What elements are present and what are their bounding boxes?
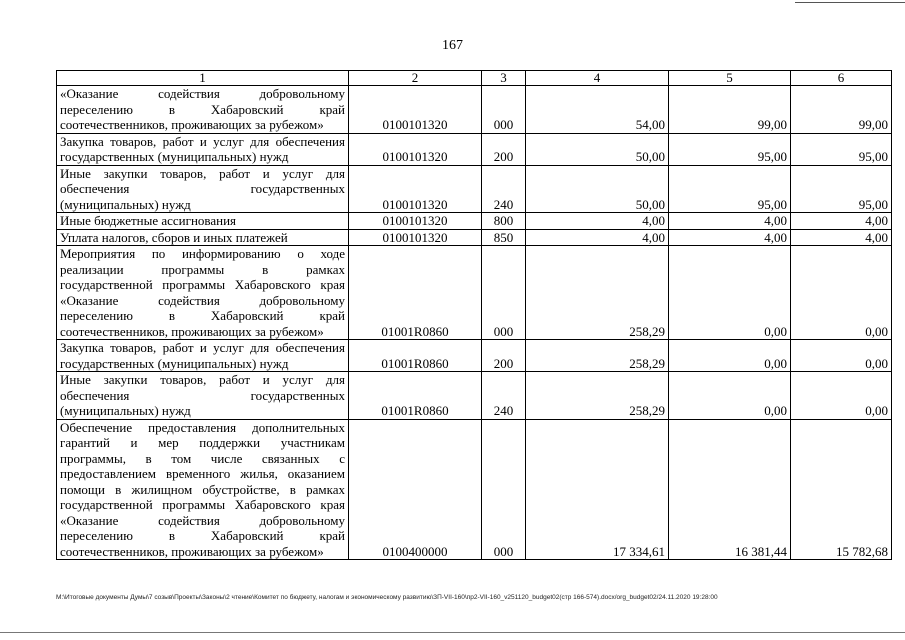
row-code-cell: 01001R0860 (349, 246, 482, 340)
row-name-line: переселению в Хабаровский край (60, 528, 345, 543)
row-code-cell: 0100101320 (349, 213, 482, 230)
row-group-cell: 000 (482, 86, 526, 134)
row-name-line: реализации программы в рамках (60, 261, 345, 277)
row-name-line: предоставлением временного жилья, оказанием (60, 466, 345, 481)
row-name-line: государственных (муниципальных) нужд (60, 355, 289, 371)
row-name-line: государственной программы Хабаровского края (60, 497, 345, 512)
row-name-line: «Оказание содействия добровольному (60, 292, 345, 308)
table-row (57, 246, 892, 340)
row-name-line: Мероприятия по информированию о ходе (60, 246, 345, 261)
row-name-line: государственной программы Хабаровского края (60, 277, 345, 292)
row-name-line: (муниципальных) нужд (60, 196, 191, 212)
row-value-cell-6: 0,00 (791, 246, 892, 340)
row-value-cell-4: 54,00 (526, 86, 669, 134)
row-value-cell-4: 258,29 (526, 340, 669, 372)
row-name-cell (57, 213, 349, 230)
row-value-cell-6: 95,00 (791, 165, 892, 213)
row-name-line: Обеспечение предоставления дополнительных (60, 419, 345, 435)
row-value-cell-5: 16 381,44 (669, 419, 791, 560)
row-name-line: Иные бюджетные ассигнования (60, 213, 237, 228)
row-group-cell: 800 (482, 213, 526, 230)
row-value-cell-4: 4,00 (526, 229, 669, 246)
row-value-cell-5: 0,00 (669, 246, 791, 340)
row-value-cell-6: 99,00 (791, 86, 892, 134)
budget-table (56, 70, 892, 560)
top-edge-line (795, 2, 905, 3)
row-value-cell-4: 258,29 (526, 372, 669, 420)
row-group-cell: 000 (482, 419, 526, 560)
table-row (57, 229, 892, 246)
row-name-line: переселению в Хабаровский край (60, 101, 345, 117)
row-name-line: «Оказание содействия добровольному (60, 86, 345, 101)
row-name-line: помощи в жилищном обустройстве, в рамках (60, 481, 345, 497)
row-group-cell: 200 (482, 340, 526, 372)
row-name-cell (57, 340, 349, 372)
row-value-cell-5: 0,00 (669, 372, 791, 420)
row-code-cell: 01001R0860 (349, 340, 482, 372)
row-code-cell: 0100101320 (349, 229, 482, 246)
row-name-line: программы, в том числе связанных с (60, 450, 345, 466)
column-header: 2 (349, 71, 482, 86)
row-value-cell-6: 4,00 (791, 213, 892, 230)
column-header: 3 (482, 71, 526, 86)
row-code-cell: 0100101320 (349, 133, 482, 165)
row-name-line: обеспечения государственных (60, 387, 345, 403)
row-value-cell-4: 17 334,61 (526, 419, 669, 560)
row-value-cell-5: 95,00 (669, 133, 791, 165)
row-value-cell-6: 15 782,68 (791, 419, 892, 560)
column-header: 6 (791, 71, 892, 86)
row-name-line: обеспечения государственных (60, 181, 345, 196)
table-row (57, 133, 892, 165)
row-group-cell: 000 (482, 246, 526, 340)
table-row (57, 372, 892, 420)
column-header: 4 (526, 71, 669, 86)
row-value-cell-5: 4,00 (669, 229, 791, 246)
row-value-cell-6: 0,00 (791, 372, 892, 420)
row-value-cell-4: 258,29 (526, 246, 669, 340)
row-name-line: Иные закупки товаров, работ и услуг для (60, 165, 345, 181)
row-name-line: соотечественников, проживающих за рубежом» (60, 117, 324, 132)
row-group-cell: 200 (482, 133, 526, 165)
row-name-line: соотечественников, проживающих за рубежом» (60, 323, 324, 339)
column-header: 1 (57, 71, 349, 86)
row-group-cell: 240 (482, 372, 526, 420)
bottom-edge-line (0, 632, 905, 633)
row-name-cell (57, 372, 349, 420)
row-value-cell-5: 95,00 (669, 165, 791, 213)
row-value-cell-6: 95,00 (791, 133, 892, 165)
table-row (57, 419, 892, 560)
row-value-cell-5: 0,00 (669, 340, 791, 372)
page-number: 167 (442, 38, 463, 53)
row-name-cell (57, 86, 349, 134)
column-header: 5 (669, 71, 791, 86)
table-row (57, 213, 892, 230)
row-code-cell: 01001R0860 (349, 372, 482, 420)
row-code-cell: 0100400000 (349, 419, 482, 560)
row-value-cell-5: 4,00 (669, 213, 791, 230)
row-name-cell (57, 419, 349, 560)
row-value-cell-4: 50,00 (526, 133, 669, 165)
row-group-cell: 850 (482, 229, 526, 246)
row-value-cell-4: 50,00 (526, 165, 669, 213)
row-group-cell: 240 (482, 165, 526, 213)
row-value-cell-4: 4,00 (526, 213, 669, 230)
row-name-line: Закупка товаров, работ и услуг для обеспечения (60, 340, 345, 355)
row-value-cell-5: 99,00 (669, 86, 791, 134)
row-name-cell (57, 229, 349, 246)
table-row (57, 340, 892, 372)
row-name-line: Закупка товаров, работ и услуг для обеспечения (60, 133, 345, 149)
table-row (57, 165, 892, 213)
row-name-line: (муниципальных) нужд (60, 403, 191, 418)
row-name-line: Иные закупки товаров, работ и услуг для (60, 372, 345, 387)
row-code-cell: 0100101320 (349, 165, 482, 213)
table-row (57, 86, 892, 134)
budget-table-body (57, 71, 892, 560)
row-name-cell (57, 246, 349, 340)
row-name-cell (57, 165, 349, 213)
row-value-cell-6: 4,00 (791, 229, 892, 246)
row-value-cell-6: 0,00 (791, 340, 892, 372)
row-name-line: «Оказание содействия добровольному (60, 512, 345, 528)
row-code-cell: 0100101320 (349, 86, 482, 134)
row-name-line: переселению в Хабаровский край (60, 308, 345, 323)
table-header-row (57, 71, 892, 86)
row-name-line: гарантий и мер поддержки участникам (60, 435, 345, 450)
row-name-line: соотечественников, проживающих за рубежом» (60, 543, 324, 559)
row-name-line: Уплата налогов, сборов и иных платежей (60, 229, 288, 245)
row-name-cell (57, 133, 349, 165)
document-path-footer: M:\Итоговые документы Думы\7 созыв\Проекты\Законы\2 чтение\Комитет по бюджету, налогам и экономическому развитию\ЗП-VII-160\пр2-VII-160_v251120_budget02(стр 166-574).docx/org_budget02/24.11.2020 19:28:00 (56, 594, 718, 601)
row-name-line: государственных (муниципальных) нужд (60, 149, 289, 164)
